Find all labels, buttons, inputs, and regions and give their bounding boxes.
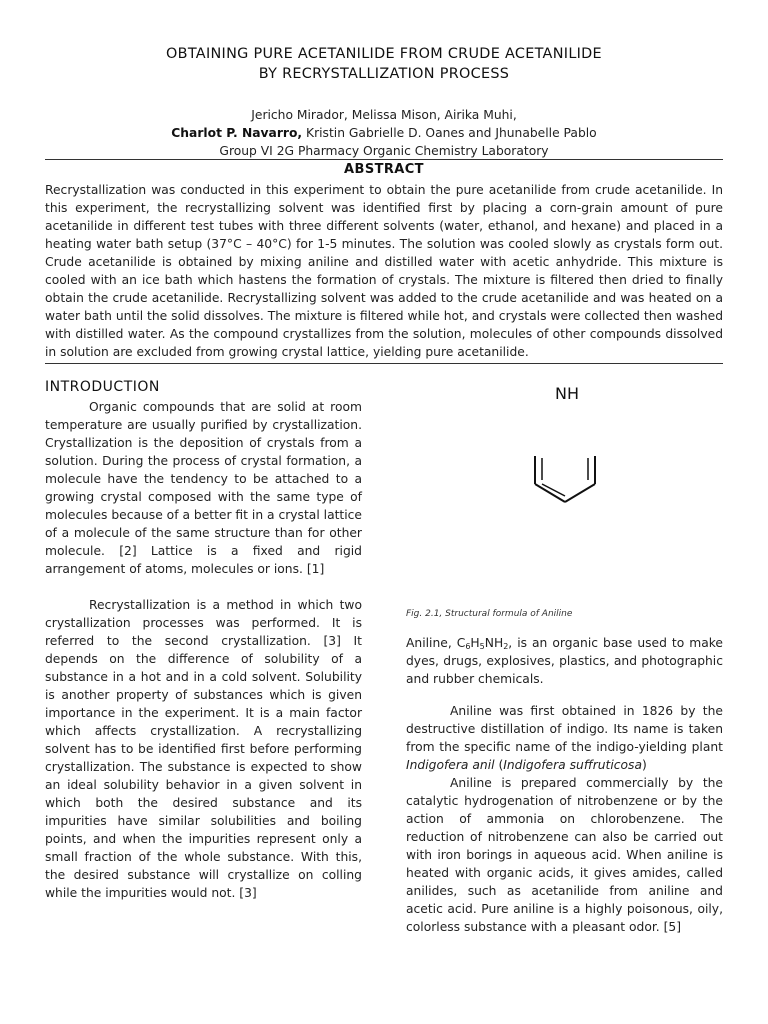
title-line-1: OBTAINING PURE ACETANILIDE FROM CRUDE ACETANILIDE: [166, 46, 602, 62]
introduction-heading: INTRODUCTION: [45, 379, 160, 395]
p1-text-b: H: [470, 636, 480, 650]
p1-sub-2: 5: [479, 642, 485, 651]
ring-bond-lower-right: [565, 484, 595, 502]
paper-title: [0, 44, 768, 84]
abstract-text: Recrystallization was conducted in this experiment to obtain the pure acetanilide from crude acetanilide. In this experiment, the recrystallizing solvent was identified first by placing a corn-grain amount of pure acetanilide in different test tubes with three different solvents (water, ethanol, and hexane) and placed in a heating water bath setup (37°C – 40°C) for 1-5 minutes. The solution was cooled slowly as crystals form out. Crude acetanilide is obtained by mixing aniline and distilled water with acetic anhydride. This mixture is cooled with an ice bath which hastens the formation of crystals. The mixture is filtered then dried to finally obtain the crude acetanilide. Recrystallizing solvent was added to the crude acetanilide and was heated on a water bath until the solid dissolves. The mixture is filtered while hot, and crystals were collected then washed with distilled water. As the compound crystallizes from the solution, molecules of other compounds dissolved in solution are excluded from growing crystal lattice, yielding pure acetanilide.: [45, 183, 723, 359]
p1-text-a: Aniline, C: [406, 636, 466, 650]
other-authors: Kristin Gabrielle D. Oanes and Jhunabelle Pablo: [302, 126, 597, 140]
abstract-top-rule: [45, 159, 723, 160]
introduction-paragraph-2: Recrystallization is a method in which two crystallization processes was performed. It is referred to the second crystallization. [3] It depends on the difference of solubility of a substance in a hot and in a cold solvent. Solubility is another property of substances which is given importance in the experiment. It is a main factor which affects crystallization. A recrystallizing solvent has to be identified first before performing crystallization. The substance is expected to show an ideal solubility behavior in a given solvent in which both the desired substance and its impurities have similar solubilities and boiling points, and when the impurities represent only a small fraction of the whole substance. With this, the desired substance will crystallize on colling while the impurities would not. [3]: [45, 598, 362, 900]
p2-species-2: Indigofera suffruticosa: [503, 758, 643, 772]
title-line-2: BY RECRYSTALLIZATION PROCESS: [258, 66, 510, 82]
amine-group-label: NH: [555, 384, 579, 403]
aniline-paragraph-3: Aniline is prepared commercially by the catalytic hydrogenation of nitrobenzene or by the action of ammonia on chlorobenzene. The reduction of nitrobenzene can also be carried out with iron borings in aqueous acid. When aniline is heated with organic acids, it gives amides, called anilides, such as acetanilide from aniline and acetic acid. Pure aniline is a highly poisonous, oily, colorless substance with a pleasant odor. [5]: [406, 776, 723, 934]
lead-author: Charlot P. Navarro,: [171, 126, 303, 140]
p2-text-b: (: [494, 758, 504, 772]
p2-species-1: Indigofera anil: [406, 758, 495, 772]
aniline-structure-figure: [520, 384, 620, 518]
abstract-bottom-rule: [45, 363, 723, 364]
aniline-history-block: [406, 702, 723, 936]
p1-sub-3: 2: [503, 642, 509, 651]
author-block: [0, 106, 768, 160]
p2-text-c: ): [642, 758, 647, 772]
authors-line-2: [0, 124, 768, 142]
p2-text-a: Aniline was first obtained in 1826 by the destructive distillation of indigo. Its name is taken from the specific name of the indigo-yielding plant: [406, 704, 723, 754]
affiliation-line: Group VI 2G Pharmacy Organic Chemistry Laboratory: [219, 144, 549, 158]
figure-caption: Fig. 2.1, Structural formula of Aniline: [406, 609, 573, 619]
p1-text-c: NH: [484, 636, 504, 650]
introduction-column: [45, 378, 362, 902]
introduction-paragraph-1: Organic compounds that are solid at room temperature are usually purified by crystallization. Crystallization is the deposition of crystals from a solution. During the process of crystal formation, a molecule have the tendency to be attached to a growing crystal composed with the same type of molecules because of a better fit in a crystal lattice of a molecule of the same structure than for other molecule. [2] Lattice is a fixed and rigid arrangement of atoms, molecules or ions. [1]: [45, 400, 362, 576]
aniline-paragraph-2: [406, 702, 723, 774]
authors-line-1: Jericho Mirador, Melissa Mison, Airika Muhi,: [251, 108, 517, 122]
aniline-paragraph-1: [406, 634, 723, 688]
p1-text-d: , is an organic base used to make dyes, drugs, explosives, plastics, and photographic and rubber chemicals.: [406, 636, 724, 686]
aniline-structure-drawing: [520, 384, 620, 514]
p1-sub-1: 6: [465, 642, 471, 651]
abstract-heading: ABSTRACT: [344, 162, 424, 177]
